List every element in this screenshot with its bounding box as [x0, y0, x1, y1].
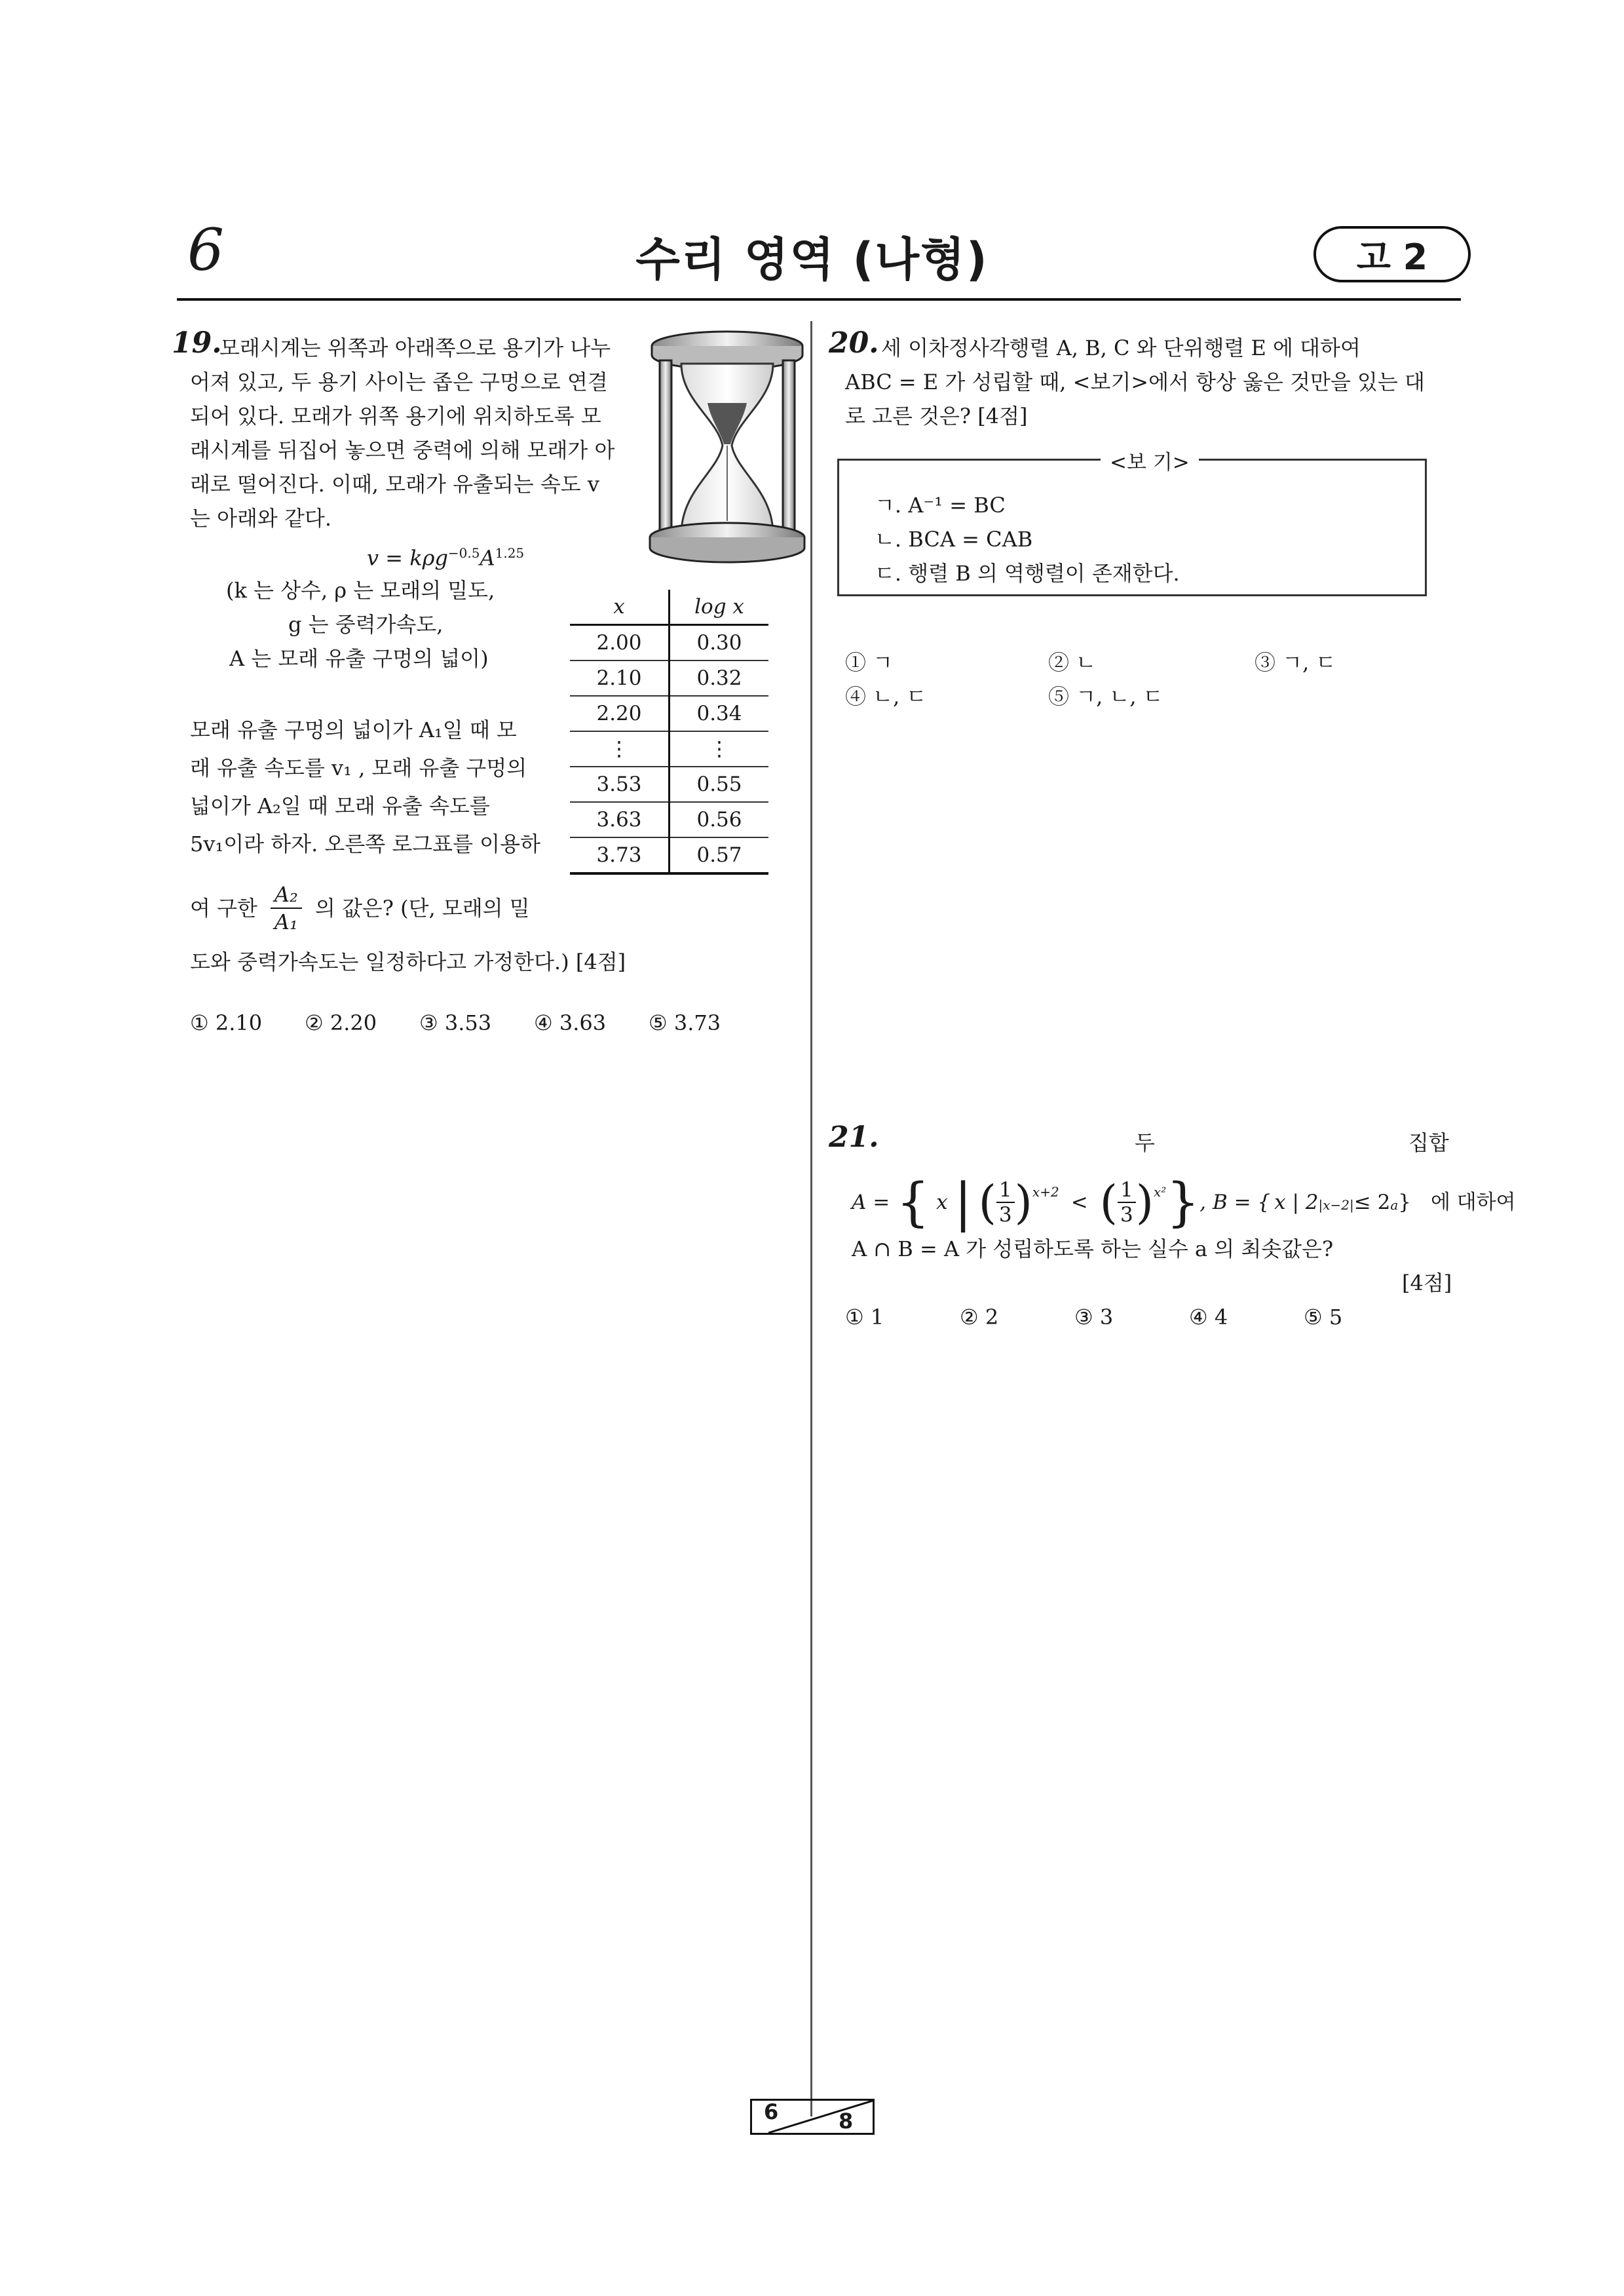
q21-set-b-exp: |x−2| — [1318, 1197, 1354, 1213]
q21-set-expression — [852, 1170, 1516, 1235]
q19-intro-line: 모래시계는 위쪽과 아래쪽으로 용기가 나누 — [219, 335, 611, 360]
q21-x-var: x — [936, 1191, 948, 1214]
q21-ending: 에 대하여 — [1430, 1191, 1516, 1214]
table-cell: 0.56 — [670, 802, 769, 837]
q21-paren: ( — [978, 1176, 996, 1229]
question-21-number: 21. — [829, 1120, 879, 1154]
q21-word-du: 두 — [1135, 1130, 1155, 1155]
q19-formula-a: A — [480, 545, 495, 571]
q19-body-line: 5v₁이라 하자. 오른쪽 로그표를 이용하 — [190, 832, 540, 856]
q19-choice-4[interactable]: ④ 3.63 — [534, 1010, 607, 1035]
q19-ask-prefix: 여 구한 — [190, 896, 257, 921]
q21-paren: ( — [1099, 1176, 1118, 1229]
table-cell: 2.10 — [570, 660, 670, 696]
q20-choice-3[interactable]: ③ ㄱ, ㄷ — [1255, 650, 1336, 675]
q21-choice-1[interactable]: ① 1 — [845, 1305, 884, 1330]
q21-set-b-body: x | 2 — [1274, 1191, 1319, 1214]
q21-set-a-label: A = — [852, 1191, 890, 1214]
q21-exp-right: x² — [1154, 1184, 1167, 1200]
q20-line: ABC = E 가 성립할 때, <보기>에서 항상 옳은 것만을 있는 대 — [845, 370, 1425, 394]
bogi-item: ㄷ. 행렬 B 의 역행렬이 존재한다. — [875, 561, 1180, 586]
q21-choice-5[interactable]: ⑤ 5 — [1304, 1305, 1343, 1330]
q19-def-line: (k 는 상수, ρ 는 모래의 밀도, — [226, 578, 495, 603]
question-19-intro — [219, 331, 639, 365]
q21-line2: A ∩ B = A 가 성립하도록 하는 실수 a 의 최솟값은? — [852, 1236, 1334, 1261]
q21-set-b-rest: ≤ 2 — [1353, 1191, 1391, 1214]
question-20-number: 20. — [829, 326, 879, 360]
q21-fraction-left — [996, 1178, 1015, 1227]
q21-set-b-close: } — [1398, 1191, 1411, 1214]
bogi-title: <보 기> — [1101, 446, 1199, 480]
table-row — [570, 660, 768, 696]
page-indicator-total: 8 — [839, 2109, 854, 2133]
q19-frac-den: A₁ — [274, 909, 298, 934]
q19-formula-exp1: −0.5 — [447, 545, 480, 561]
q19-body-line: 넓이가 A₂일 때 모래 유출 속도를 — [190, 794, 490, 818]
table-cell: 3.73 — [570, 837, 670, 873]
q19-ask — [190, 881, 530, 935]
q19-body — [190, 711, 563, 863]
bogi-item: ㄴ. BCA = CAB — [875, 527, 1033, 552]
bogi-item: ㄱ. A⁻¹ = BC — [875, 493, 1006, 518]
table-row — [570, 625, 768, 661]
q21-choice-3[interactable]: ③ 3 — [1074, 1305, 1114, 1330]
table-header-logx: log x — [670, 590, 769, 625]
q21-points: [4점] — [1402, 1271, 1452, 1295]
q19-body-line: 모래 유출 구멍의 넓이가 A₁일 때 모 — [190, 718, 517, 742]
q20-choice-1[interactable]: ① ㄱ — [845, 650, 894, 675]
q21-brace-close: } — [1166, 1172, 1200, 1233]
q19-choice-5[interactable]: ⑤ 3.73 — [649, 1010, 721, 1035]
q20-line: 세 이차정사각행렬 A, B, C 와 단위행렬 E 에 대하여 — [881, 335, 1361, 360]
table-cell: 3.53 — [570, 767, 670, 802]
q19-fraction — [271, 881, 302, 935]
table-cell: 0.30 — [670, 625, 769, 661]
column-divider — [810, 321, 812, 2116]
q20-line: 로 고른 것은? [4점] — [845, 404, 1028, 429]
hourglass-image — [645, 328, 809, 570]
q19-formula-main: v = kρg — [367, 545, 448, 571]
table-cell: 2.20 — [570, 696, 670, 731]
page-indicator-current: 6 — [764, 2099, 779, 2124]
table-cell: 0.57 — [670, 837, 769, 873]
q19-intro-line: 래시계를 뒤집어 놓으면 중력에 의해 모래가 아 — [190, 438, 615, 463]
q21-frac-num: 1 — [996, 1178, 1015, 1203]
q19-intro-line: 는 아래와 같다. — [190, 506, 331, 531]
q20-choice-4[interactable]: ④ ㄴ, ㄷ — [845, 684, 927, 709]
q20-choice-5[interactable]: ⑤ ㄱ, ㄴ, ㄷ — [1048, 684, 1163, 709]
q19-formula-exp2: 1.25 — [495, 545, 525, 561]
q19-choice-2[interactable]: ② 2.20 — [305, 1010, 377, 1035]
q21-set-b-label: , B = { — [1199, 1191, 1271, 1214]
q19-intro-line: 되어 있다. 모래가 위쪽 용기에 위치하도록 모 — [190, 404, 601, 429]
q21-paren: ) — [1014, 1176, 1032, 1229]
q21-frac-num: 1 — [1118, 1178, 1136, 1203]
q21-bar: | — [954, 1172, 972, 1233]
table-row — [570, 731, 768, 767]
q19-formula — [367, 536, 524, 575]
q21-exp-left: x+2 — [1032, 1184, 1059, 1200]
page-number: 6 — [187, 216, 224, 284]
section-title: 수리 영역 (나형) — [635, 233, 989, 286]
header-divider — [177, 298, 1461, 301]
q19-body-line: 래 유출 속도를 v₁ , 모래 유출 구멍의 — [190, 756, 527, 780]
q21-brace-open: { — [896, 1172, 930, 1233]
table-row — [570, 696, 768, 731]
table-header-row — [570, 590, 768, 625]
q19-intro-line: 래로 떨어진다. 이때, 모래가 유출되는 속도 v — [190, 472, 599, 497]
q21-fraction-right — [1118, 1178, 1136, 1227]
table-cell: ⋮ — [570, 731, 670, 767]
table-cell: 0.55 — [670, 767, 769, 802]
table-row — [570, 837, 768, 873]
q21-choice-2[interactable]: ② 2 — [960, 1305, 999, 1330]
q21-word-set: 집합 — [1408, 1130, 1449, 1155]
table-cell: ⋮ — [670, 731, 769, 767]
q19-choice-1[interactable]: ① 2.10 — [190, 1010, 263, 1035]
q21-frac-den: 3 — [998, 1203, 1012, 1227]
q19-frac-num: A₂ — [271, 881, 302, 909]
q21-lt: < — [1070, 1191, 1088, 1214]
page-indicator — [750, 2099, 875, 2135]
q21-set-b-exp2: a — [1390, 1197, 1399, 1213]
q19-def-line: g 는 중력가속도, — [288, 612, 444, 637]
table-cell: 3.63 — [570, 802, 670, 837]
grade-badge: 고 2 — [1313, 226, 1471, 282]
table-row — [570, 767, 768, 802]
q19-ask-suffix: 의 값은? (단, 모래의 밀 — [314, 896, 530, 921]
q21-frac-den: 3 — [1120, 1203, 1133, 1227]
q19-intro-line: 어져 있고, 두 용기 사이는 좁은 구멍으로 연결 — [190, 370, 608, 394]
q21-paren: ) — [1135, 1176, 1154, 1229]
table-cell: 2.00 — [570, 625, 670, 661]
q19-choice-3[interactable]: ③ 3.53 — [419, 1010, 492, 1035]
table-cell: 0.34 — [670, 696, 769, 731]
q20-choice-2[interactable]: ② ㄴ — [1048, 650, 1097, 675]
question-19-number: 19. — [172, 326, 222, 360]
question-19-intro-rest — [190, 365, 642, 535]
table-row — [570, 802, 768, 837]
log-table — [570, 590, 768, 875]
q19-last-line: 도와 중력가속도는 일정하다고 가정한다.) [4점] — [190, 949, 626, 974]
table-header-x: x — [570, 590, 670, 625]
q21-choice-4[interactable]: ④ 4 — [1189, 1305, 1228, 1330]
q19-def-line: A 는 모래 유출 구멍의 넓이) — [229, 646, 489, 671]
table-cell: 0.32 — [670, 660, 769, 696]
